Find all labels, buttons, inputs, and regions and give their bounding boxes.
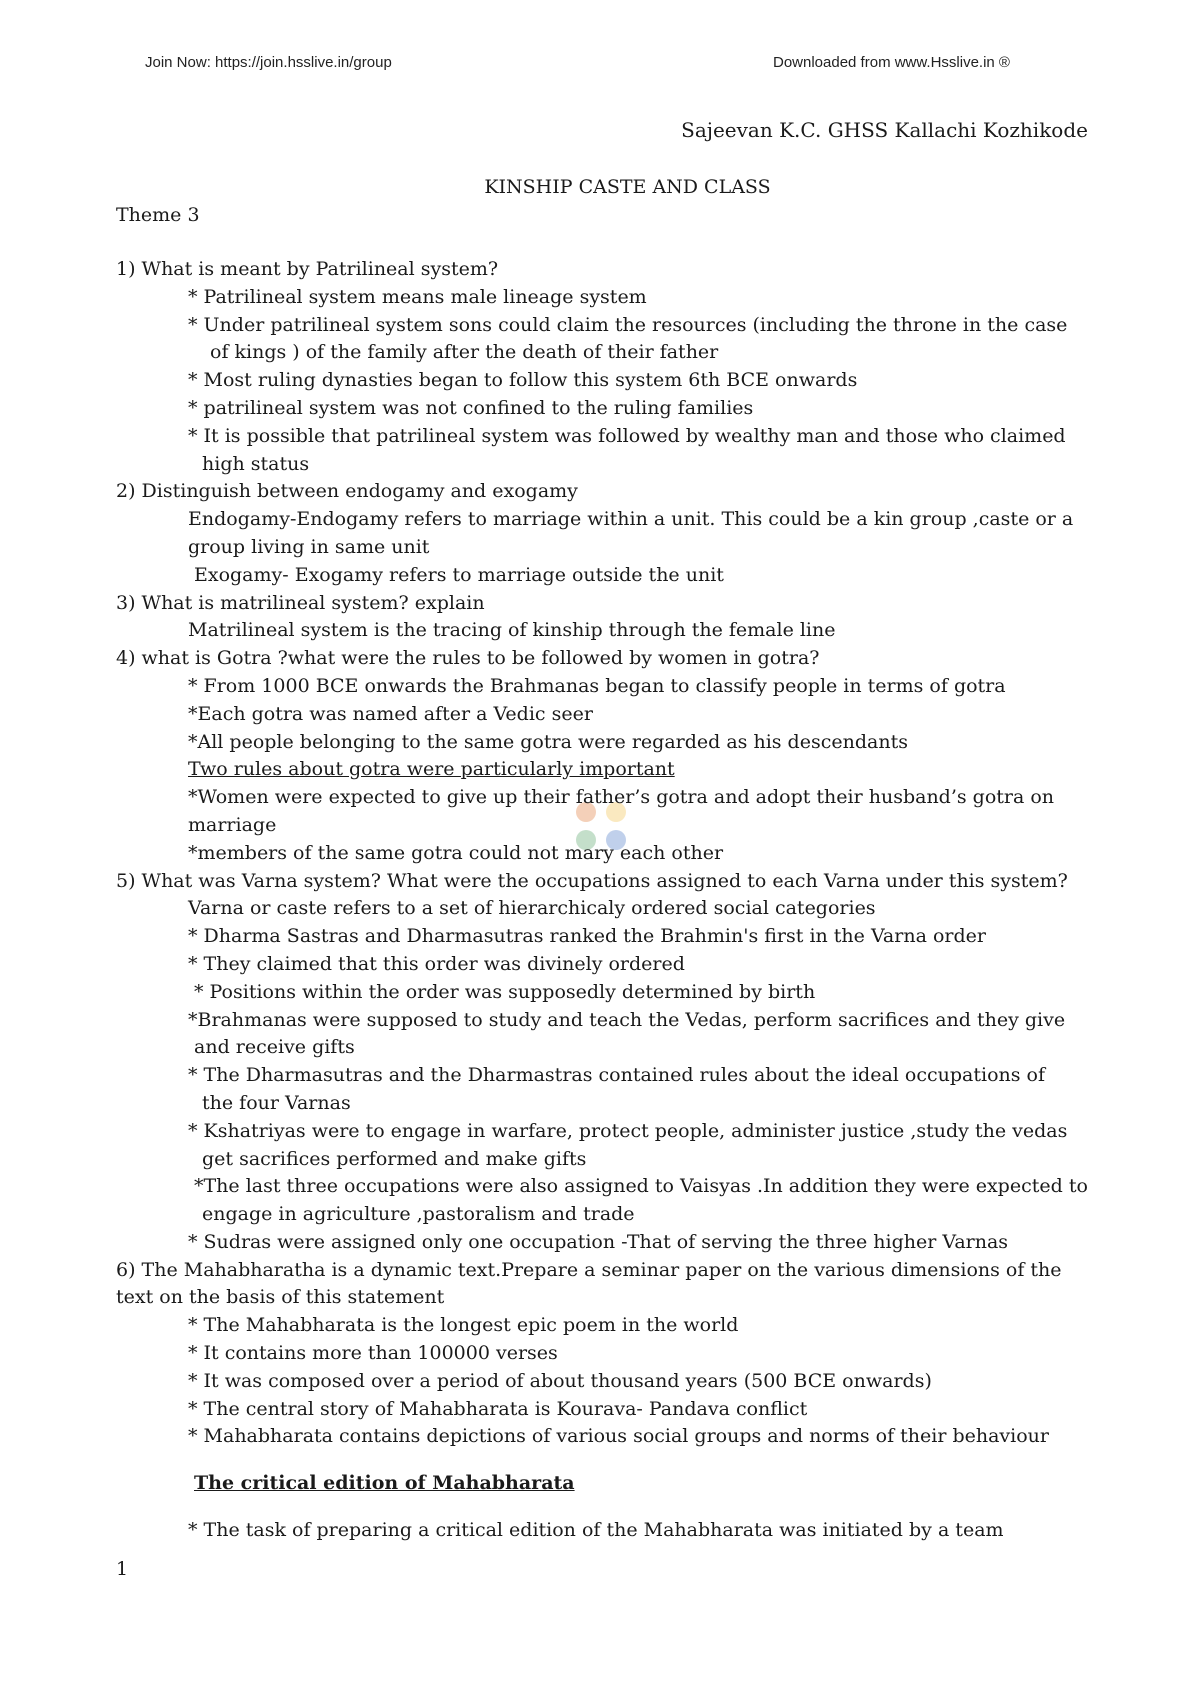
- document-body: [116, 256, 1126, 1545]
- answer-line-continued: group living in same unit: [188, 535, 430, 558]
- answer-line: * It was composed over a period of about thousand years (500 BCE onwards): [188, 1369, 932, 1392]
- answer-line-continued: and receive gifts: [194, 1036, 355, 1059]
- answer-line: * Most ruling dynasties began to follow this system 6th BCE onwards: [188, 369, 858, 392]
- answer-line: * They claimed that this order was divinely ordered: [188, 952, 685, 975]
- answer-line-continued: get sacrifices performed and make gifts: [202, 1147, 587, 1170]
- page-title: KINSHIP CASTE AND CLASS: [484, 176, 771, 198]
- answer-line: Exogamy- Exogamy refers to marriage outside the unit: [194, 563, 724, 586]
- answer-line: * Kshatriyas were to engage in warfare, protect people, administer justice ,study the vedas: [188, 1119, 1068, 1142]
- answer-line: * It is possible that patrilineal system was followed by wealthy man and those who claimed: [188, 424, 1066, 447]
- answer-line: *The last three occupations were also assigned to Vaisyas .In addition they were expected to: [194, 1175, 1088, 1198]
- answer-line: * Mahabharata contains depictions of various social groups and norms of their behaviour: [188, 1425, 1049, 1448]
- theme-label: Theme 3: [116, 204, 200, 226]
- subheading-critical-edition: The critical edition of Mahabharata: [194, 1472, 575, 1495]
- question-2: 2) Distinguish between endogamy and exogamy: [116, 480, 578, 503]
- author-line: Sajeevan K.C. GHSS Kallachi Kozhikode: [681, 118, 1088, 142]
- answer-line: Varna or caste refers to a set of hierarchicaly ordered social categories: [188, 897, 876, 920]
- answer-line: Endogamy-Endogamy refers to marriage within a unit. This could be a kin group ,caste or a: [188, 508, 1074, 531]
- answer-line-continued: of kings ) of the family after the death of their father: [210, 341, 719, 364]
- answer-line: *members of the same gotra could not mary each other: [188, 841, 724, 864]
- answer-line: * The task of preparing a critical edition of the Mahabharata was initiated by a team: [188, 1519, 1004, 1542]
- answer-line-continued: engage in agriculture ,pastoralism and trade: [202, 1203, 635, 1226]
- answer-line-continued: high status: [202, 452, 310, 475]
- answer-line: * Dharma Sastras and Dharmasutras ranked the Brahmin's first in the Varna order: [188, 925, 986, 948]
- header-download-source: Downloaded from www.Hsslive.in ®: [773, 54, 1010, 71]
- question-5: 5) What was Varna system? What were the occupations assigned to each Varna under this system?: [116, 869, 1068, 892]
- answer-line: * Patrilineal system means male lineage system: [188, 285, 647, 308]
- subheading-gotra-rules: Two rules about gotra were particularly important: [188, 758, 675, 781]
- answer-line: *All people belonging to the same gotra were regarded as his descendants: [188, 730, 908, 753]
- answer-line: * Sudras were assigned only one occupation -That of serving the three higher Varnas: [188, 1230, 1009, 1253]
- answer-line: * patrilineal system was not confined to the ruling families: [188, 396, 754, 419]
- answer-line: * The Dharmasutras and the Dharmastras contained rules about the ideal occupations of: [188, 1064, 1046, 1087]
- question-4: 4) what is Gotra ?what were the rules to be followed by women in gotra?: [116, 647, 820, 670]
- answer-line: * It contains more than 100000 verses: [188, 1342, 558, 1365]
- answer-line: *Women were expected to give up their father’s gotra and adopt their husband’s gotra on: [188, 786, 1055, 809]
- answer-line: * Positions within the order was supposedly determined by birth: [194, 980, 816, 1003]
- question-1: 1) What is meant by Patrilineal system?: [116, 258, 499, 280]
- answer-line-continued: marriage: [188, 813, 277, 836]
- answer-line: *Each gotra was named after a Vedic seer: [188, 702, 593, 725]
- answer-line: * The central story of Mahabharata is Kourava- Pandava conflict: [188, 1397, 808, 1420]
- question-6-continued: text on the basis of this statement: [116, 1286, 445, 1309]
- answer-line: * The Mahabharata is the longest epic poem in the world: [188, 1314, 739, 1337]
- page-number: 1: [116, 1558, 129, 1580]
- question-6: 6) The Mahabharatha is a dynamic text.Prepare a seminar paper on the various dimensions of the: [116, 1258, 1062, 1281]
- question-3: 3) What is matrilineal system? explain: [116, 591, 485, 614]
- answer-line: Matrilineal system is the tracing of kinship through the female line: [188, 619, 836, 642]
- header-join-link[interactable]: Join Now: https://join.hsslive.in/group: [145, 54, 392, 71]
- answer-line: *Brahmanas were supposed to study and teach the Vedas, perform sacrifices and they give: [188, 1008, 1066, 1031]
- answer-line: * Under patrilineal system sons could claim the resources (including the throne in the case: [188, 313, 1068, 336]
- answer-line-continued: the four Varnas: [202, 1091, 351, 1114]
- answer-line: * From 1000 BCE onwards the Brahmanas began to classify people in terms of gotra: [188, 674, 1006, 697]
